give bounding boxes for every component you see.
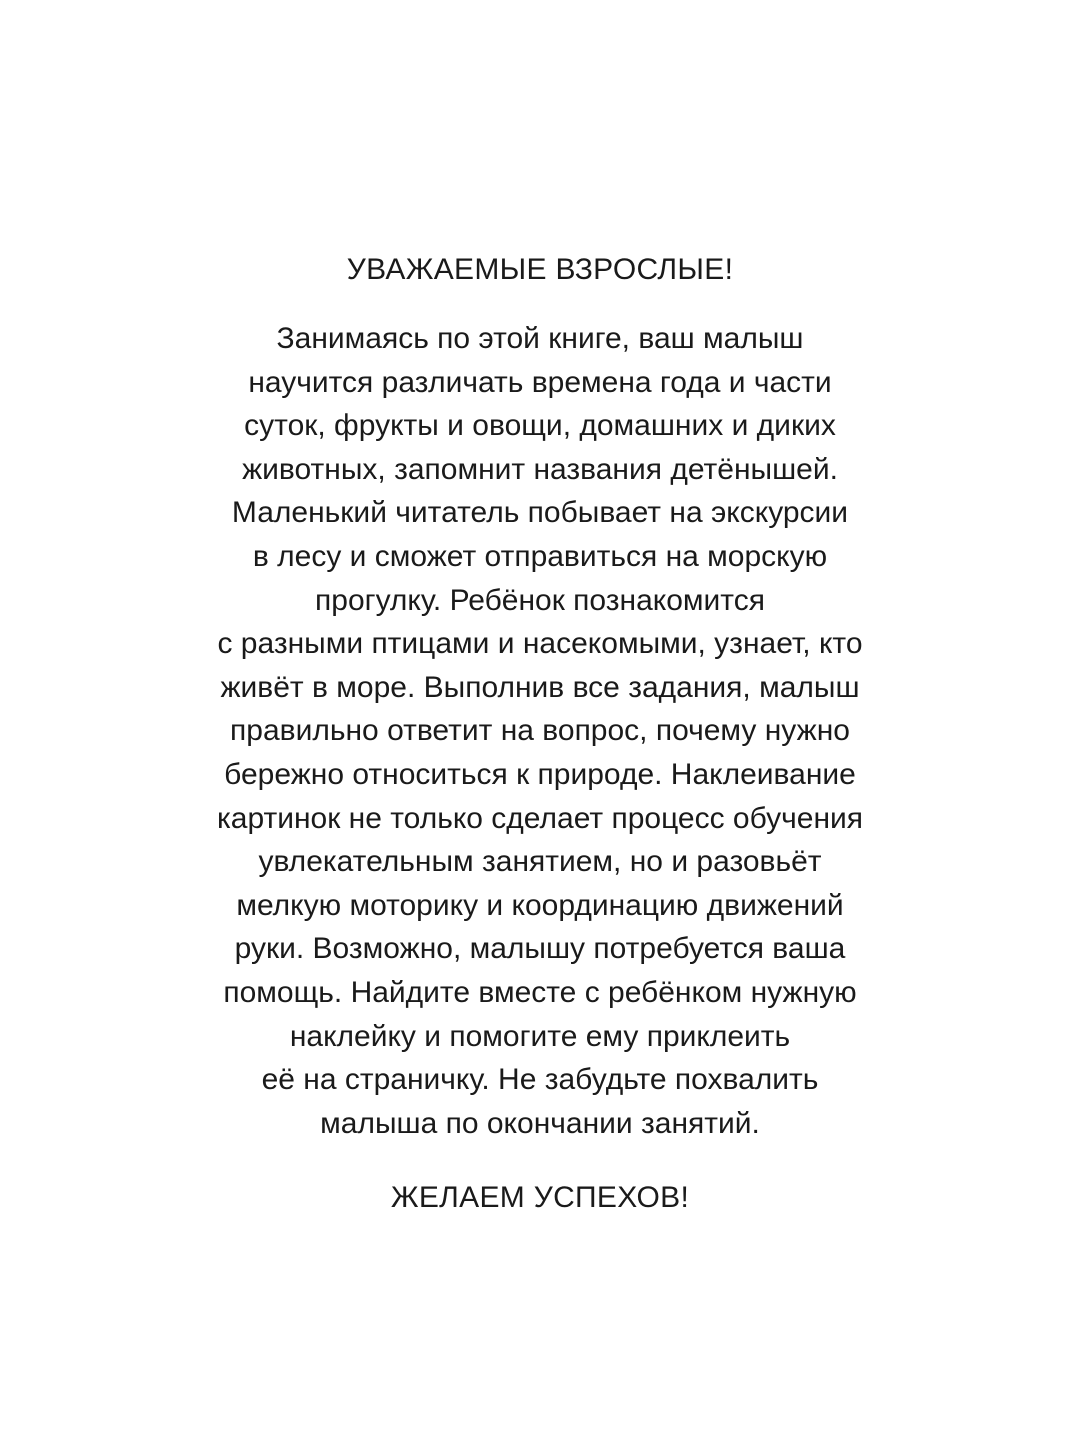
paragraph-line: животных, запомнит названия детёнышей.: [242, 452, 838, 486]
paragraph-line: в лесу и сможет отправиться на морскую: [252, 539, 828, 573]
paragraph-line: бережно относиться к природе. Наклеивание: [224, 757, 856, 791]
paragraph-line: руки. Возможно, малышу потребуется ваша: [234, 932, 846, 966]
paragraph-line: научится различать времена года и части: [248, 365, 832, 399]
paragraph-line: картинок не только сделает процесс обучения: [216, 801, 864, 835]
greeting-heading: УВАЖАЕМЫЕ ВЗРОСЛЫЕ!: [346, 253, 734, 286]
paragraph-line: её на страничку. Не забудьте похвалить: [261, 1063, 819, 1097]
paragraph-line: с разными птицами и насекомыми, узнает, кто: [217, 627, 863, 661]
paragraph-line: правильно ответит на вопрос, почему нужно: [230, 714, 850, 748]
intro-paragraph: [140, 317, 940, 1145]
paragraph-line: Маленький читатель побывает на экскурсии: [231, 496, 849, 530]
paragraph-line: живёт в море. Выполнив все задания, малыш: [220, 670, 860, 704]
paragraph-line: мелкую моторику и координацию движений: [236, 888, 844, 922]
paragraph-line: прогулку. Ребёнок познакомится: [315, 583, 765, 617]
paragraph-line: суток, фрукты и овощи, домашних и диких: [244, 409, 836, 443]
paragraph-line: Занимаясь по этой книге, ваш малыш: [276, 322, 804, 355]
closing-heading: ЖЕЛАЕМ УСПЕХОВ!: [390, 1181, 690, 1214]
paragraph-line: помощь. Найдите вместе с ребёнком нужную: [223, 975, 857, 1009]
paragraph-line: малыша по окончании занятий.: [320, 1106, 760, 1140]
paragraph-line: наклейку и помогите ему приклеить: [289, 1019, 791, 1053]
paragraph-line: увлекательным занятием, но и разовьёт: [258, 845, 822, 879]
